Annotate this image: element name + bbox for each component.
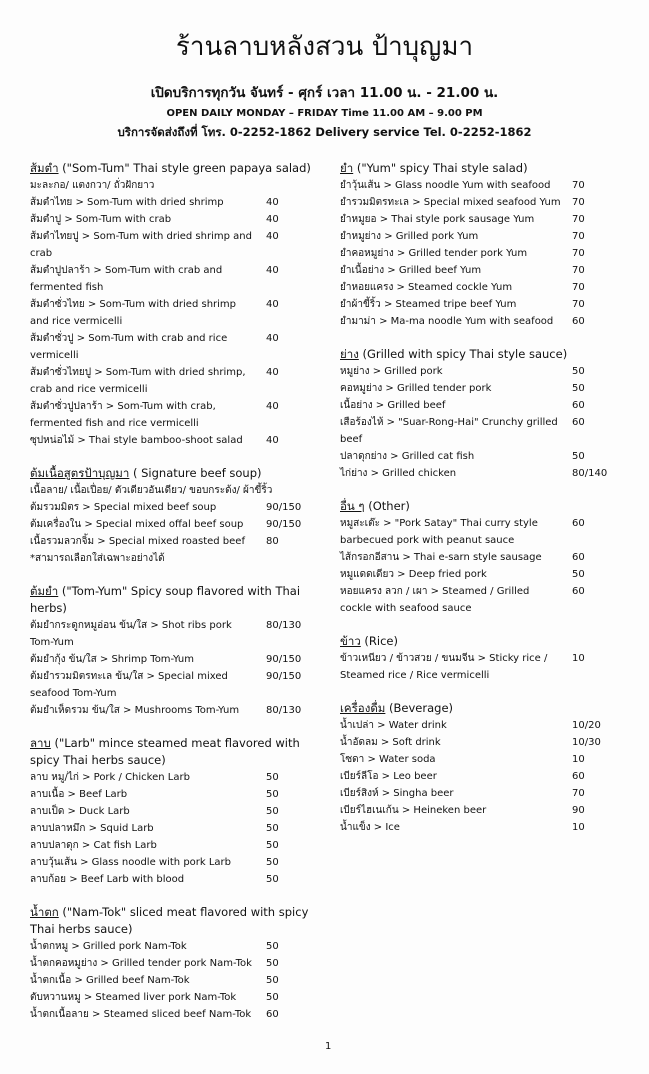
- section-title-thai: ย่าง: [340, 347, 359, 361]
- menu-section: [30, 465, 322, 567]
- menu-item-price: 10: [572, 754, 585, 765]
- menu-item-name: ต้มยำรวมมิตรทะเล ข้น/ใส > Special mixed seafood Tom-Yum: [30, 671, 228, 699]
- menu-item-name: ยำคอหมูย่าง > Grilled tender pork Yum: [340, 248, 528, 259]
- menu-item: [30, 803, 322, 820]
- menu-item: [30, 837, 322, 854]
- menu-item-name: ตับหวานหมู > Steamed liver pork Nam-Tok: [30, 992, 237, 1003]
- menu-item-price: 60: [572, 552, 585, 563]
- menu-section: [340, 700, 628, 836]
- section-title-english: (Rice): [360, 634, 398, 648]
- menu-item: [30, 769, 322, 786]
- menu-item-price: 50: [572, 383, 585, 394]
- menu-item: [340, 279, 628, 296]
- menu-item: [340, 177, 628, 194]
- section-title-thai: ส้มตำ: [30, 161, 59, 175]
- menu-item-name: ยำหมูยอ > Thai style pork sausage Yum: [340, 214, 535, 225]
- section-heading: [340, 700, 628, 717]
- menu-item-name: ลาบปลาดุก > Cat fish Larb: [30, 840, 157, 851]
- menu-item: [340, 414, 628, 448]
- menu-item: [30, 194, 322, 211]
- menu-item-price: 40: [266, 435, 279, 446]
- menu-item-price: 50: [266, 958, 279, 969]
- menu-item: [340, 211, 628, 228]
- menu-item-name: เนื้อย่าง > Grilled beef: [340, 400, 446, 411]
- menu-item: [340, 819, 628, 836]
- menu-item-price: 50: [266, 789, 279, 800]
- menu-item-price: 40: [266, 265, 279, 276]
- section-title-english: (Beverage): [385, 701, 453, 715]
- menu-item-price: 50: [266, 823, 279, 834]
- menu-item-price: 40: [266, 197, 279, 208]
- menu-item: [30, 702, 322, 719]
- menu-item-name: น้ำเปล่า > Water drink: [340, 720, 447, 731]
- section-title-thai: ต้มยำ: [30, 584, 59, 598]
- section-title-english: ( Signature beef soup): [129, 466, 262, 480]
- menu-item: [340, 785, 628, 802]
- right-menu-column: [340, 160, 628, 836]
- menu-item-name: ยำผ้าขี้ริ้ว > Steamed tripe beef Yum: [340, 299, 517, 310]
- menu-item: [30, 989, 322, 1006]
- section-title-thai: อื่น ๆ: [340, 499, 365, 513]
- menu-item: [340, 296, 628, 313]
- menu-item-name: ลาบเป็ด > Duck Larb: [30, 806, 130, 817]
- section-title-english: (Grilled with spicy Thai style sauce): [358, 347, 568, 361]
- section-title-thai: ยำ: [340, 161, 354, 175]
- menu-item-price: 60: [572, 586, 585, 597]
- menu-item-name: เบียร์ลีโอ > Leo beer: [340, 771, 437, 782]
- menu-item-name: เนื้อรวมลวกจิ้ม > Special mixed roasted beef: [30, 536, 245, 547]
- menu-item-price: 60: [572, 518, 585, 529]
- menu-item: [30, 533, 322, 550]
- menu-item-name: หมูแดดเดียว > Deep fried pork: [340, 569, 487, 580]
- section-heading: [30, 583, 322, 617]
- menu-section: [30, 735, 322, 888]
- menu-item: [340, 768, 628, 785]
- menu-section: [30, 904, 322, 1023]
- menu-item-name: น้ำตกคอหมูย่าง > Grilled tender pork Nam-Tok: [30, 958, 252, 969]
- menu-item: [30, 668, 322, 702]
- menu-item-price: 50: [266, 857, 279, 868]
- menu-item-name: หมูย่าง > Grilled pork: [340, 366, 443, 377]
- menu-item-price: 50: [572, 366, 585, 377]
- menu-item: [30, 617, 322, 651]
- menu-item: [30, 955, 322, 972]
- menu-item-price: 70: [572, 248, 585, 259]
- menu-item: [30, 364, 322, 398]
- menu-item-price: 10: [572, 822, 585, 833]
- menu-item-name: ต้มยำกระดูกหมูอ่อน ข้น/ใส > Shot ribs pork Tom-Yum: [30, 620, 232, 648]
- menu-section: [340, 346, 628, 482]
- section-title-thai: เครื่องดื่ม: [340, 701, 386, 715]
- menu-item: [340, 448, 628, 465]
- menu-item: [30, 972, 322, 989]
- menu-item: [30, 330, 322, 364]
- menu-item-price: 80/130: [266, 705, 302, 716]
- menu-item-name: น้ำอัดลม > Soft drink: [340, 737, 441, 748]
- menu-item: [340, 363, 628, 380]
- menu-item: [30, 228, 322, 262]
- menu-item-price: 40: [266, 214, 279, 225]
- menu-item-name: ส้มตำซั่วปูปลาร้า > Som-Tum with crab, fermented fish and rice vermicelli: [30, 401, 216, 429]
- menu-item: [30, 398, 322, 432]
- menu-item: [340, 549, 628, 566]
- menu-item-name: ส้มตำซั่วปู > Som-Tum with crab and rice vermicelli: [30, 333, 228, 361]
- menu-item-name: น้ำแข็ง > Ice: [340, 822, 400, 833]
- menu-item-name: ยำเนื้อย่าง > Grilled beef Yum: [340, 265, 482, 276]
- menu-item: [30, 854, 322, 871]
- menu-item-price: 50: [266, 806, 279, 817]
- menu-item-price: 80/140: [572, 468, 608, 479]
- menu-item: [340, 650, 628, 684]
- menu-item-name: ไส้กรอกอีสาน > Thai e-sarn style sausage: [340, 552, 542, 563]
- menu-item: [30, 262, 322, 296]
- menu-item-price: 10: [572, 653, 585, 664]
- menu-item-price: 50: [266, 874, 279, 885]
- menu-section: [340, 633, 628, 684]
- menu-item-price: 90/150: [266, 654, 302, 665]
- section-heading: [30, 735, 322, 769]
- menu-item-price: 80/130: [266, 620, 302, 631]
- delivery-info: บริการจัดส่งถึงที่ โทร. 0-2252-1862 Delivery service Tel. 0-2252-1862: [117, 125, 532, 139]
- menu-item-price: 90: [572, 805, 585, 816]
- left-menu-column: [30, 160, 322, 1023]
- section-title-english: ("Yum" spicy Thai style salad): [353, 161, 528, 175]
- menu-item-name: ยำมาม่า > Ma-ma noodle Yum with seafood: [340, 316, 554, 327]
- section-title-english: ("Tom-Yum" Spicy soup flavored with Thai herbs): [30, 584, 301, 615]
- menu-item: [340, 397, 628, 414]
- menu-item-price: 50: [266, 772, 279, 783]
- menu-item-name: ส้มตำไทย > Som-Tum with dried shrimp: [30, 197, 224, 208]
- menu-item-price: 70: [572, 788, 585, 799]
- menu-item: [340, 262, 628, 279]
- menu-item: [30, 871, 322, 888]
- menu-item-name: ส้มตำปู > Som-Tum with crab: [30, 214, 172, 225]
- menu-item: [340, 802, 628, 819]
- menu-item-price: 60: [266, 1009, 279, 1020]
- menu-item-name: ข้าวเหนียว / ข้าวสวย / ขนมจีน > Sticky rice / Steamed rice / Rice vermicelli: [340, 653, 548, 681]
- menu-item-name: เบียร์สิงห์ > Singha beer: [340, 788, 454, 799]
- menu-item-name: ลาบปลาหมึก > Squid Larb: [30, 823, 154, 834]
- page-number: 1: [325, 1041, 332, 1052]
- menu-item-name: ส้มตำซั่วไทยปู > Som-Tum with dried shrimp, crab and rice vermicelli: [30, 367, 246, 395]
- section-subtitle: เนื้อลาย/ เนื้อเปื่อย/ ตัวเดียวอันเดียว/ ขอบกระด้ง/ ผ้าขี้ริ้ว: [30, 485, 273, 496]
- menu-item-name: หมูสะเต๊ะ > "Pork Satay" Thai curry style barbecued pork with peanut sauce: [340, 518, 538, 546]
- menu-item-price: 50: [266, 975, 279, 986]
- menu-item-name: ส้มตำปูปลาร้า > Som-Tum with crab and fermented fish: [30, 265, 223, 293]
- menu-item-name: ซุปหน่อไม้ > Thai style bamboo-shoot salad: [30, 435, 243, 446]
- menu-item: [30, 786, 322, 803]
- menu-item-name: น้ำตกเนื้อ > Grilled beef Nam-Tok: [30, 975, 190, 986]
- menu-item-price: 70: [572, 265, 585, 276]
- menu-item-price: 40: [266, 333, 279, 344]
- menu-item-price: 70: [572, 197, 585, 208]
- menu-item: [340, 583, 628, 617]
- menu-item: [340, 465, 628, 482]
- section-title-thai: ต้มเนื้อสูตรป้าบุญมา: [30, 466, 130, 480]
- menu-item-price: 40: [266, 401, 279, 412]
- menu-item-name: ลาบก้อย > Beef Larb with blood: [30, 874, 185, 885]
- menu-item: [340, 515, 628, 549]
- menu-item: [30, 516, 322, 533]
- menu-section: [340, 498, 628, 617]
- menu-item-name: ลาบเนื้อ > Beef Larb: [30, 789, 128, 800]
- menu-item: [340, 245, 628, 262]
- section-title-english: ("Larb" mince steamed meat flavored with spicy Thai herbs sauce): [30, 736, 300, 767]
- section-heading: [340, 498, 628, 515]
- menu-item-price: 60: [572, 417, 585, 428]
- opening-hours-thai: เปิดบริการทุกวัน จันทร์ - ศุกร์ เวลา 11.00 น. - 21.00 น.: [150, 85, 499, 101]
- menu-item-price: 40: [266, 231, 279, 242]
- menu-item: [30, 499, 322, 516]
- menu-item: [340, 313, 628, 330]
- menu-section: [340, 160, 628, 330]
- section-title-thai: ลาบ: [30, 736, 51, 750]
- menu-item-name: ลาบ หมู/ไก่ > Pork / Chicken Larb: [30, 772, 190, 783]
- menu-item-name: ไก่ย่าง > Grilled chicken: [340, 468, 457, 479]
- menu-item: [340, 380, 628, 397]
- menu-item-price: 60: [572, 771, 585, 782]
- menu-item-price: 50: [266, 941, 279, 952]
- menu-item-name: คอหมูย่าง > Grilled tender pork: [340, 383, 492, 394]
- section-title-thai: น้ำตก: [30, 905, 59, 919]
- menu-section: [30, 160, 322, 449]
- menu-item-name: ต้มยำเห็ดรวม ข้น/ใส > Mushrooms Tom-Yum: [30, 705, 240, 716]
- menu-item-price: 70: [572, 299, 585, 310]
- menu-item-price: 10/30: [572, 737, 601, 748]
- menu-item-price: 10/20: [572, 720, 601, 731]
- menu-item-price: 50: [572, 451, 585, 462]
- section-heading: [30, 904, 322, 938]
- menu-item: [340, 228, 628, 245]
- menu-item-name: เบียร์ไฮเนเก้น > Heineken beer: [340, 805, 487, 816]
- section-note: *สามารถเลือกใส่เฉพาะอย่างได้: [30, 553, 165, 564]
- menu-item-name: ต้มเครื่องใน > Special mixed offal beef soup: [30, 519, 244, 530]
- section-heading: [30, 160, 322, 177]
- menu-section: [30, 583, 322, 719]
- menu-item-price: 90/150: [266, 671, 302, 682]
- menu-item: [340, 566, 628, 583]
- menu-item-price: 70: [572, 231, 585, 242]
- menu-item-name: ปลาดุกย่าง > Grilled cat fish: [340, 451, 475, 462]
- menu-item-name: ส้มตำไทยปู > Som-Tum with dried shrimp and crab: [30, 231, 252, 259]
- section-heading: [340, 160, 628, 177]
- section-heading: [30, 465, 322, 482]
- menu-item-name: น้ำตกเนื้อลาย > Steamed sliced beef Nam-Tok: [30, 1009, 252, 1020]
- menu-item: [30, 938, 322, 955]
- section-heading: [340, 346, 628, 363]
- menu-item-price: 70: [572, 214, 585, 225]
- menu-item-name: ยำหอยแครง > Steamed cockle Yum: [340, 282, 513, 293]
- menu-item: [30, 211, 322, 228]
- menu-item-price: 40: [266, 367, 279, 378]
- section-title-english: (Other): [364, 499, 410, 513]
- menu-item-price: 50: [266, 840, 279, 851]
- menu-item: [30, 432, 322, 449]
- menu-item-name: ส้มตำซั่วไทย > Som-Tum with dried shrimp and rice vermicelli: [30, 299, 237, 327]
- menu-item-price: 60: [572, 316, 585, 327]
- menu-item: [340, 194, 628, 211]
- section-title-thai: ข้าว: [340, 634, 361, 648]
- section-subtitle: มะละกอ/ แตงกวา/ ถั่วฝักยาว: [30, 180, 155, 191]
- menu-item-name: ยำหมูย่าง > Grilled pork Yum: [340, 231, 479, 242]
- menu-item-name: ลาบวุ้นเส้น > Glass noodle with pork Larb: [30, 857, 232, 868]
- section-title-english: ("Som-Tum" Thai style green papaya salad): [58, 161, 311, 175]
- menu-item: [30, 1006, 322, 1023]
- menu-item: [340, 734, 628, 751]
- menu-item-name: โซดา > Water soda: [340, 754, 436, 765]
- menu-item: [30, 820, 322, 837]
- restaurant-title: ร้านลาบหลังสวน ป้าบุญมา: [175, 32, 474, 62]
- menu-item: [30, 651, 322, 668]
- menu-item-price: 80: [266, 536, 279, 547]
- menu-item-price: 40: [266, 299, 279, 310]
- menu-item-name: น้ำตกหมู > Grilled pork Nam-Tok: [30, 941, 187, 952]
- menu-item-price: 90/150: [266, 502, 302, 513]
- opening-hours-english: OPEN DAILY MONDAY – FRIDAY Time 11.00 AM – 9.00 PM: [166, 108, 483, 119]
- menu-item-name: ยำวุ้นเส้น > Glass noodle Yum with seafood: [340, 180, 551, 191]
- menu-item-price: 70: [572, 282, 585, 293]
- menu-item-price: 50: [572, 569, 585, 580]
- menu-item: [340, 751, 628, 768]
- menu-item-price: 70: [572, 180, 585, 191]
- menu-item-name: ต้มรวมมิตร > Special mixed beef soup: [30, 502, 217, 513]
- menu-item-price: 90/150: [266, 519, 302, 530]
- menu-item-name: หอยแครง ลวก / เผา > Steamed / Grilled cockle with seafood sauce: [340, 586, 530, 614]
- menu-item-name: เสือร้องไห้ > "Suar-Rong-Hai" Crunchy grilled beef: [340, 417, 558, 445]
- menu-item-name: ยำรวมมิตรทะเล > Special mixed seafood Yum: [340, 197, 561, 208]
- section-title-english: ("Nam-Tok" sliced meat flavored with spicy Thai herbs sauce): [30, 905, 309, 936]
- menu-item-price: 60: [572, 400, 585, 411]
- menu-item-price: 50: [266, 992, 279, 1003]
- menu-item: [30, 296, 322, 330]
- menu-item: [340, 717, 628, 734]
- section-heading: [340, 633, 628, 650]
- menu-item-name: ต้มยำกุ้ง ข้น/ใส > Shrimp Tom-Yum: [30, 654, 195, 665]
